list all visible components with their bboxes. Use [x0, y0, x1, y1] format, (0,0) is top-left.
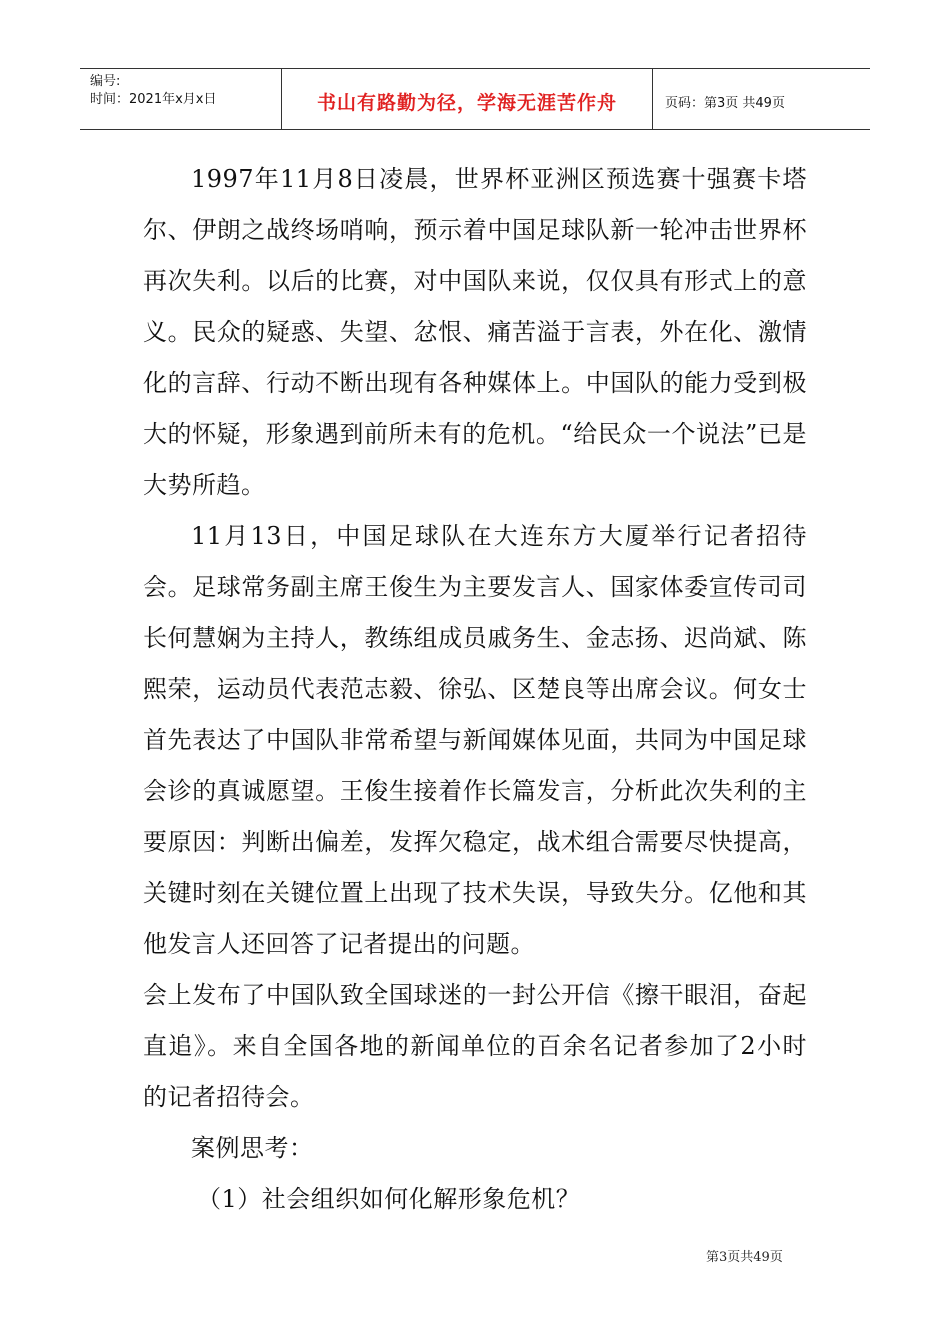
document-header — [80, 68, 870, 130]
page-footer — [706, 1246, 783, 1265]
document-number-label: 编号: — [90, 74, 121, 89]
paragraph-open-letter: 会上发布了中国队致全国球迷的一封公开信《擦干眼泪，奋起直追》。来自全国各地的新闻单位的百余名记者参加了2小时的记者招待会。 — [143, 981, 807, 1111]
motto-text: 书山有路勤为径，学海无涯苦作舟 — [316, 91, 617, 114]
footer-page-number: 第3页共49页 — [706, 1250, 783, 1265]
document-body — [143, 154, 807, 1225]
page-info-text: 页码：第3页 共49页 — [665, 95, 785, 111]
header-motto — [281, 69, 653, 129]
paragraph-intro: 1997年11月8日凌晨，世界杯亚洲区预选赛十强赛卡塔尔、伊朗之战终场哨响，预示着中国足球队新一轮冲击世界杯再次失利。以后的比赛，对中国队来说，仅仅具有形式上的意义。民众的疑惑、失望、忿恨、痛苦溢于言表，外在化、激情化的言辞、行动不断出现有各种媒体上。中国队的能力受到极大的怀疑，形象遇到前所未有的危机。“给民众一个说法”已是大势所趋。 — [143, 165, 807, 499]
document-date-label: 时间：2021年x月x日 — [90, 92, 217, 107]
header-meta — [80, 69, 281, 129]
question-item: （1）社会组织如何化解形象危机？ — [197, 1185, 581, 1213]
header-page-info — [653, 69, 870, 129]
case-reflection-heading: 案例思考： — [191, 1134, 314, 1162]
paragraph-press-conference: 11月13日，中国足球队在大连东方大厦举行记者招待会。足球常务副主席王俊生为主要发言人、国家体委宣传司司长何慧娴为主持人，教练组成员戚务生、金志扬、迟尚斌、陈熙荣，运动员代表范志毅、徐弘、区楚良等出席会议。何女士首先表达了中国队非常希望与新闻媒体见面，共同为中国足球会诊的真诚愿望。王俊生接着作长篇发言，分析此次失利的主要原因：判断出偏差，发挥欠稳定，战术组合需要尽快提高，关键时刻在关键位置上出现了技术失误，导致失分。亿他和其他发言人还回答了记者提出的问题。 — [143, 522, 807, 958]
